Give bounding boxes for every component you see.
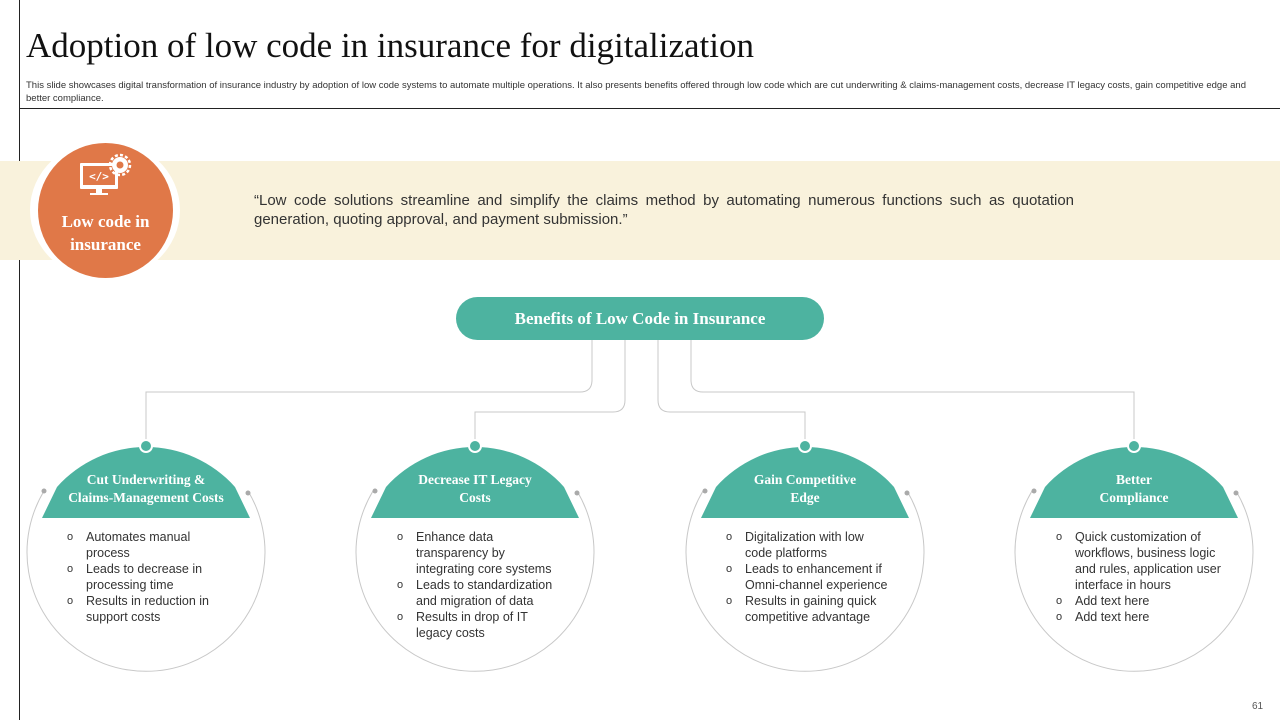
list-item: o Results in reduction in support costs xyxy=(67,593,247,625)
list-item: o Quick customization of workflows, business logic and rules, application user interface in hours xyxy=(1056,529,1241,593)
card-4-title xyxy=(1034,471,1234,507)
card-3-list xyxy=(726,529,911,625)
card-2-title-line2: Costs xyxy=(459,490,491,505)
card-3-title xyxy=(705,471,905,507)
list-item: o Results in drop of IT legacy costs xyxy=(397,609,577,641)
page-number: 61 xyxy=(1252,701,1264,712)
card-2-title-line1: Decrease IT Legacy xyxy=(418,472,532,487)
list-item: o Leads to decrease in processing time xyxy=(67,561,247,593)
card-4-list xyxy=(1056,529,1241,625)
card-3-title-line1: Gain Competitive xyxy=(753,472,857,487)
card-4-title-line2: Compliance xyxy=(1099,490,1169,505)
list-item: o Add text here xyxy=(1056,593,1241,609)
benefits-pill: Benefits of Low Code in Insurance xyxy=(456,297,824,340)
badge-label-line2: insurance xyxy=(70,235,141,254)
quote-text: “Low code solutions streamline and simplify the claims method by automating numerous functions such as quotation generation, quoting approval, and payment submission.” xyxy=(254,192,1074,228)
list-item: o Add text here xyxy=(1056,609,1241,625)
card-1-title-line1: Cut Underwriting & xyxy=(86,472,206,487)
list-item: o Leads to standardization and migration of data xyxy=(397,577,577,609)
card-1-title-line2: Claims-Management Costs xyxy=(68,490,224,505)
card-2-title xyxy=(375,471,575,507)
slide-title: Adoption of low code in insurance for digitalization xyxy=(26,26,755,65)
list-item: o Leads to enhancement if Omni-channel experience xyxy=(726,561,911,593)
card-1-list xyxy=(67,529,247,625)
card-2-list xyxy=(397,529,577,641)
list-item: o Digitalization with low code platforms xyxy=(726,529,911,561)
list-item: o Automates manual process xyxy=(67,529,247,561)
list-item: o Enhance data transparency by integrating core systems xyxy=(397,529,577,577)
card-4-title-line1: Better xyxy=(1116,472,1152,487)
card-1-title xyxy=(46,471,246,507)
card-3-title-line2: Edge xyxy=(790,490,820,505)
list-item: o Results in gaining quick competitive advantage xyxy=(726,593,911,625)
svg-text:</>: </> xyxy=(89,170,109,183)
slide-subtitle: This slide showcases digital transformation of insurance industry by adoption of low code systems to automate multiple operations. It also presents benefits offered through low code which are cut underwriting & claims-management costs, decrease IT legacy costs, gain competitive edge and better compliance. xyxy=(26,80,1246,104)
badge-label-line1: Low code in xyxy=(61,212,150,231)
